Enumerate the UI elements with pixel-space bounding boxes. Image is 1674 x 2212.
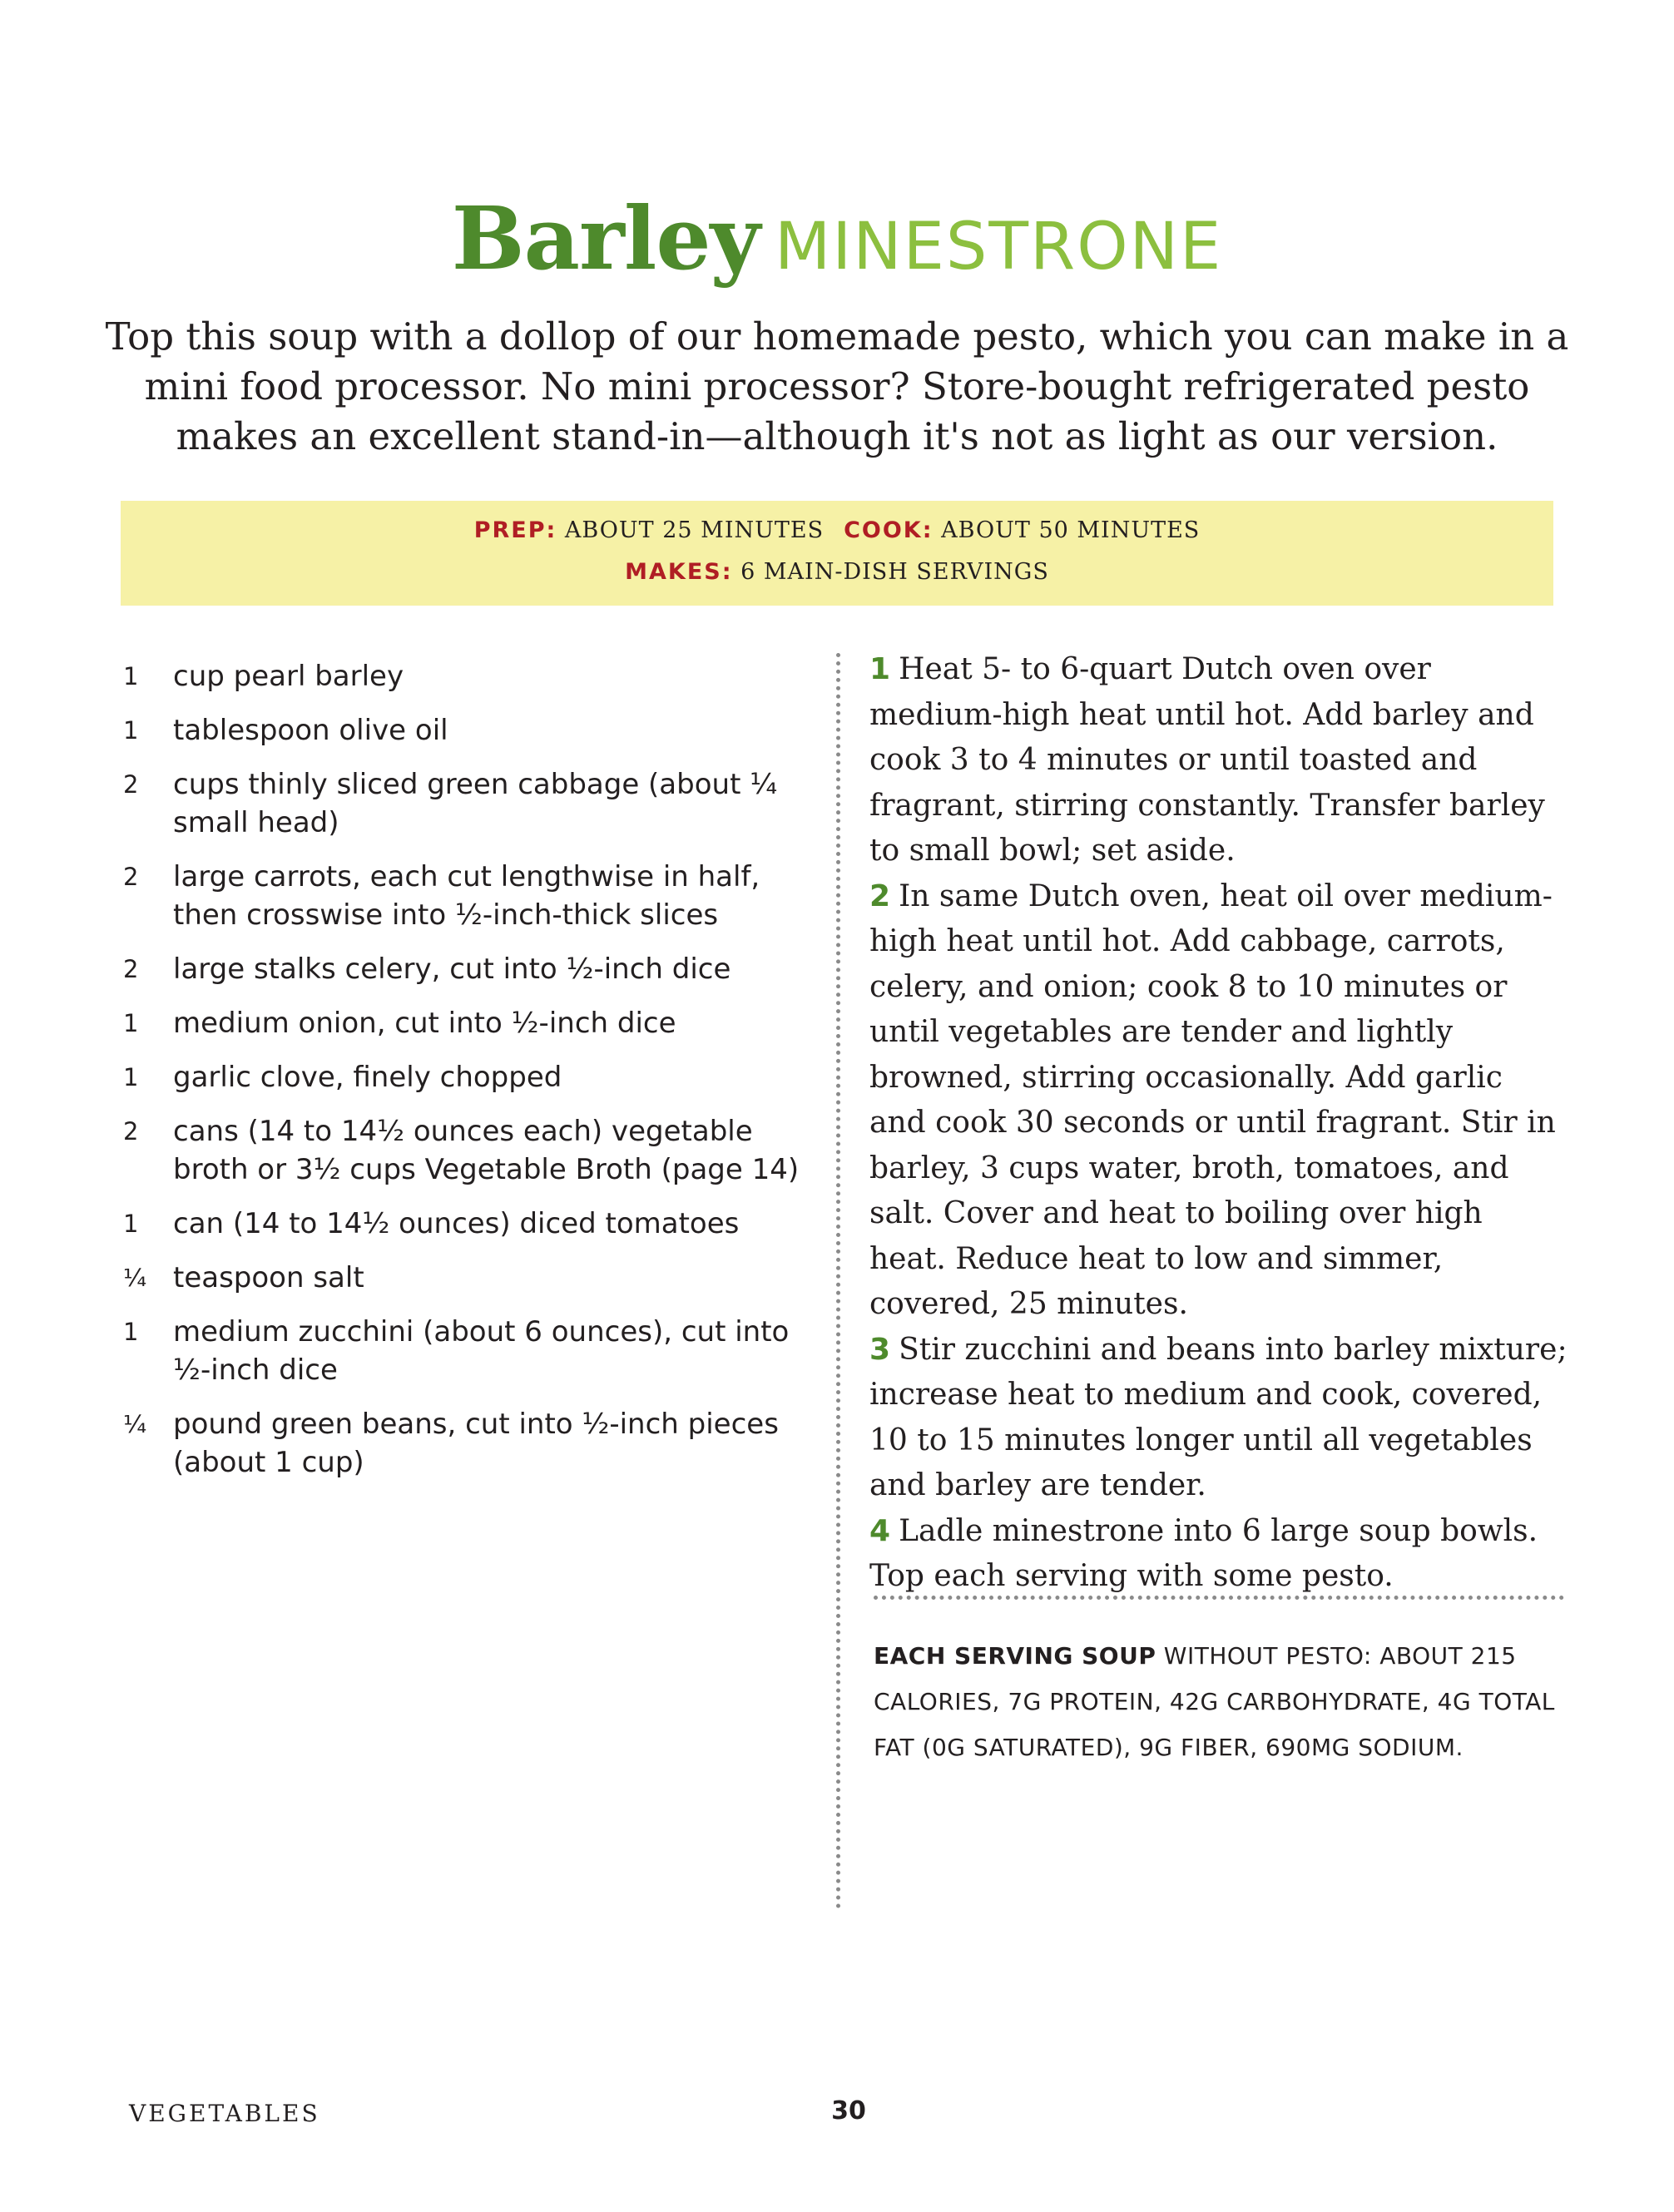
title-sub: MINESTRONE [774,210,1223,285]
step-number: 1 [869,652,891,686]
ingredient-qty: 2 [123,1117,139,1146]
recipe-info-band [121,501,1553,606]
step-text: Ladle minestrone into 6 large soup bowls. Top each serving with some pesto. [869,1513,1538,1593]
nutrition-divider [874,1596,1564,1600]
prep-label: PREP: [473,517,557,543]
ingredient-item [123,657,814,695]
ingredient-qty: 2 [123,955,139,983]
recipe-title [0,187,1674,289]
ingredient-item [123,858,814,934]
directions [869,647,1568,1600]
ingredient-qty: 1 [123,716,139,745]
ingredient-text: cans (14 to 14¹⁄₂ ounces each) vegetable broth or 3¹⁄₂ cups Vegetable Broth (page 14) [173,1115,800,1186]
ingredient-list [123,657,814,1497]
ingredient-text: medium onion, cut into ¹⁄₂-inch dice [173,1007,676,1040]
ingredient-text: cups thinly sliced green cabbage (about ¹⁄₄ small head) [173,768,778,839]
column-divider [836,653,840,1909]
ingredient-text: large stalks celery, cut into ¹⁄₂-inch dice [173,953,731,986]
info-line-yield [121,559,1553,585]
ingredient-qty: 1 [123,1318,139,1346]
ingredient-item [123,765,814,842]
ingredient-item [123,1004,814,1042]
ingredient-qty: ¹⁄₄ [123,1410,147,1438]
ingredient-text: pound green beans, cut into ¹⁄₂-inch pieces (about 1 cup) [173,1408,779,1479]
makes-value: 6 MAIN-DISH SERVINGS [740,559,1049,585]
step-text: Stir zucchini and beans into barley mixture; increase heat to medium and cook, covered, 10 to 15 minutes longer until all vegetables and barley are tender. [869,1332,1568,1502]
ingredient-text: tablespoon olive oil [173,714,448,747]
ingredient-item [123,1259,814,1297]
cook-label: COOK: [844,517,934,543]
ingredient-qty: 2 [123,863,139,891]
ingredient-qty: 1 [123,1009,139,1037]
ingredient-item [123,1205,814,1243]
step-text: In same Dutch oven, heat oil over medium-high heat until hot. Add cabbage, carrots, celery, and onion; cook 8 to 10 minutes or until vegetables are tender and lightly browned, stirring occasionally. Add garlic and cook 30 seconds or until fragrant. Stir in barley, 3 cups water, broth, tomatoes, and salt. Cover and heat to boiling over high heat. Reduce heat to low and simmer, covered, 25 minutes. [869,878,1556,1321]
ingredient-qty: ¹⁄₄ [123,1264,147,1292]
cook-value: ABOUT 50 MINUTES [941,517,1201,543]
ingredient-qty: 1 [123,1210,139,1238]
nutrition-text: WITHOUT PESTO: ABOUT 215 CALORIES, 7G PROTEIN, 42G CARBOHYDRATE, 4G TOTAL FAT (0G SATURATED), 9G FIBER, 690MG SODIUM. [874,1642,1555,1761]
nutrition-label: EACH SERVING SOUP [874,1642,1156,1670]
ingredient-text: cup pearl barley [173,660,404,693]
ingredient-item [123,711,814,750]
ingredient-text: large carrots, each cut lengthwise in half, then crosswise into ¹⁄₂-inch-thick slices [173,860,760,932]
ingredient-item [123,950,814,988]
step-text: Heat 5- to 6-quart Dutch oven over medium-high heat until hot. Add barley and cook 3 to 4 minutes or until toasted and fragrant, stirring constantly. Transfer barley to small bowl; set aside. [869,652,1545,868]
step-number: 2 [869,878,891,913]
ingredient-item [123,1058,814,1096]
ingredient-text: garlic clove, finely chopped [173,1061,562,1094]
ingredient-qty: 2 [123,770,139,799]
footer-section-name: VEGETABLES [129,2100,320,2127]
step-number: 4 [869,1513,891,1548]
direction-step [869,647,1568,874]
ingredient-text: can (14 to 14¹⁄₂ ounces) diced tomatoes [173,1207,740,1240]
ingredient-text: medium zucchini (about 6 ounces), cut into ¹⁄₂-inch dice [173,1315,790,1387]
step-number: 3 [869,1332,891,1367]
ingredient-qty: 1 [123,1063,139,1091]
prep-value: ABOUT 25 MINUTES [564,517,825,543]
nutrition-info [874,1633,1564,1770]
info-line-time [121,517,1553,543]
ingredient-text: teaspoon salt [173,1261,364,1294]
title-main: Barley [451,187,760,289]
direction-step [869,874,1568,1328]
ingredient-item [123,1405,814,1482]
intro-paragraph: Top this soup with a dollop of our homemade pesto, which you can make in a mini food processor. No mini processor? Store-bought refrigerated pesto makes an excellent stand-in—although it's not as light as our version. [105,314,1569,458]
ingredient-item [123,1112,814,1189]
direction-step [869,1328,1568,1509]
makes-label: MAKES: [625,559,733,585]
ingredient-qty: 1 [123,662,139,690]
page-number: 30 [831,2096,866,2125]
ingredient-item [123,1313,814,1389]
direction-step [869,1509,1568,1600]
